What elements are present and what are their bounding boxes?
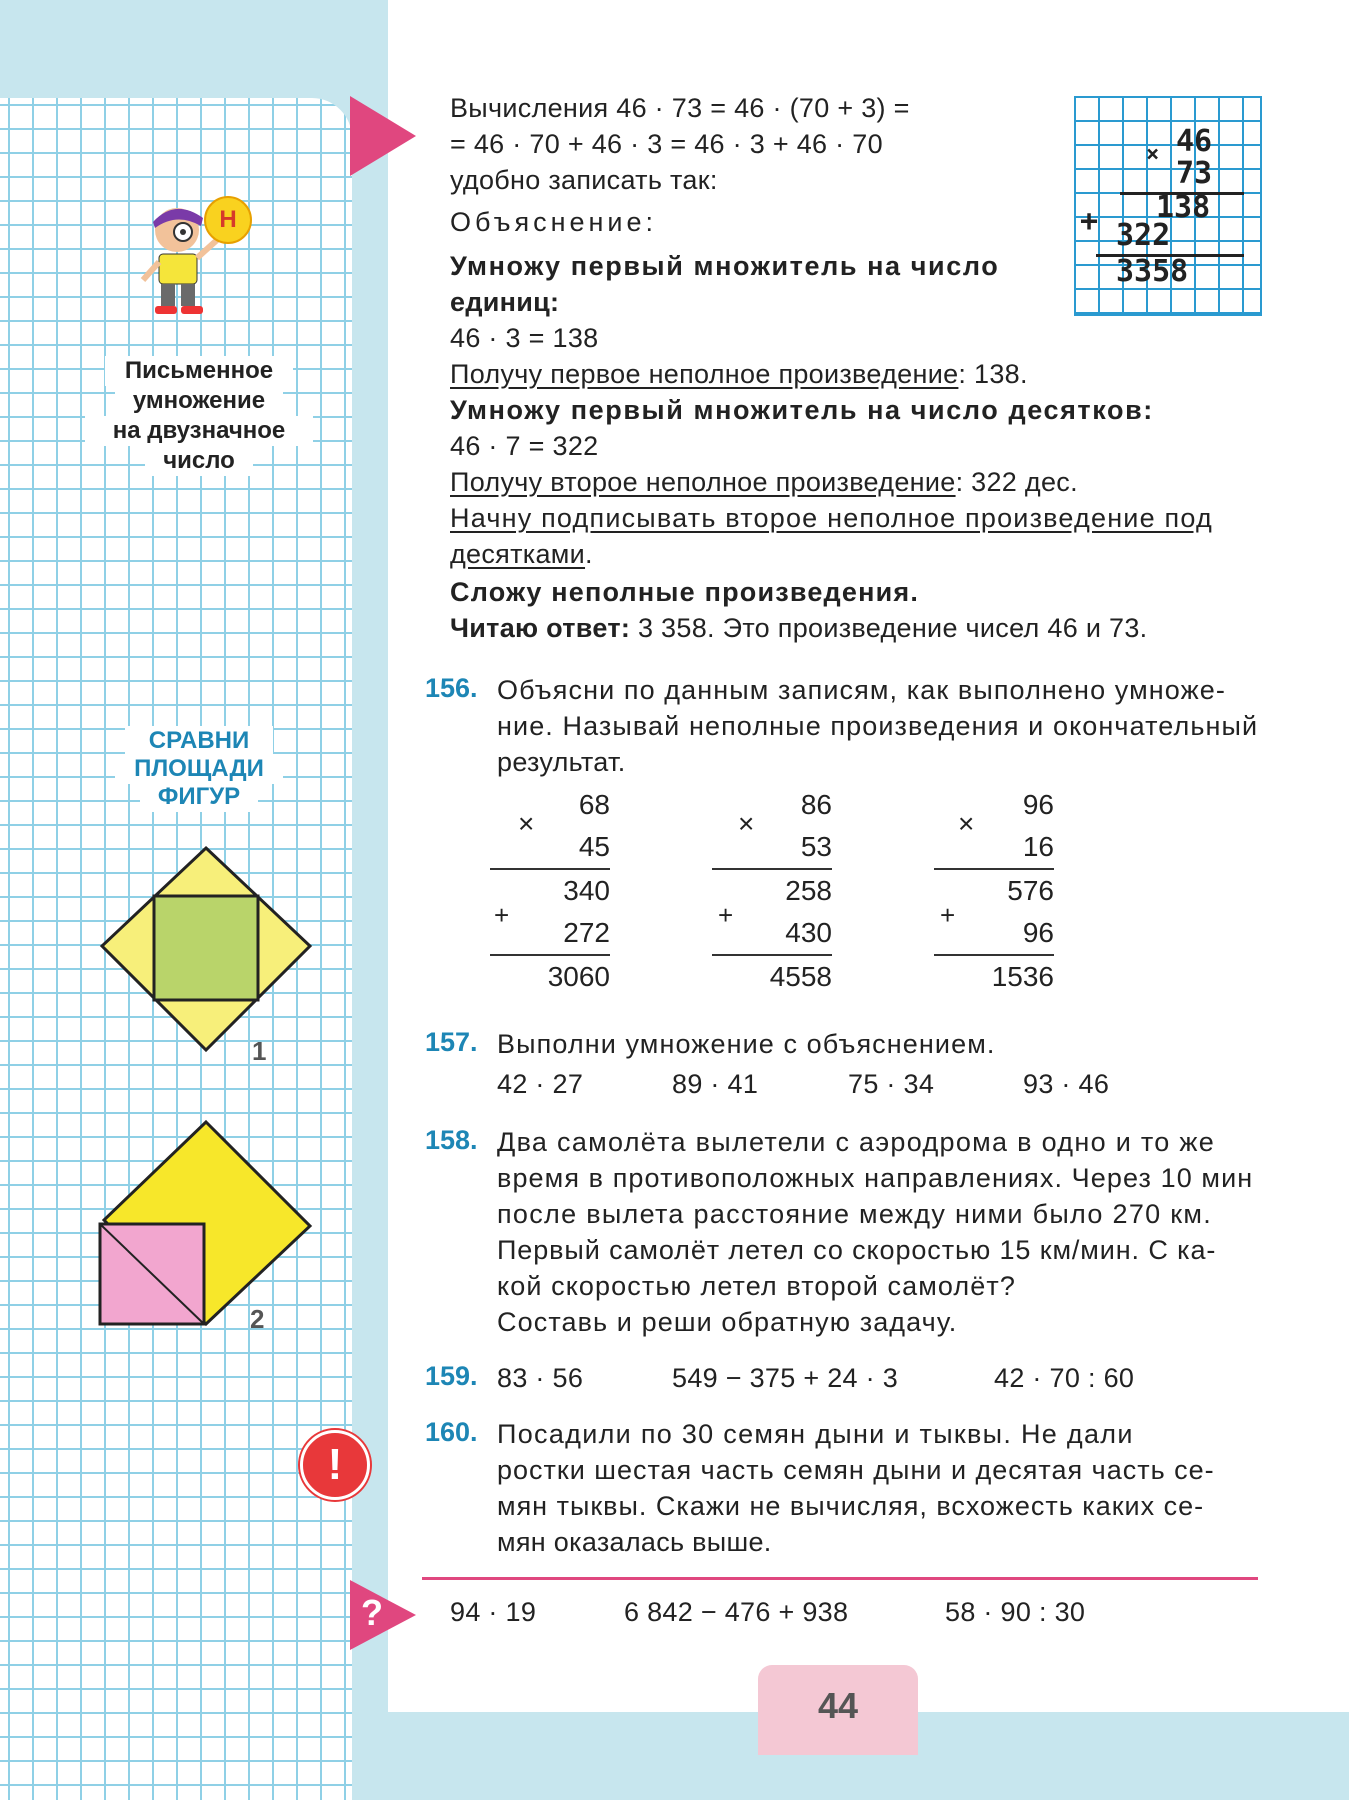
read-answer-rest: 3 358. Это произведение чисел 46 и 73. [630, 613, 1148, 643]
calc-2-b: 53 [800, 831, 832, 862]
exercise-158-line-2: время в противоположных направлениях. Через 10 мин [497, 1163, 1254, 1193]
calc-2-a: 86 [800, 789, 832, 820]
exercise-156-line-1: Объясни по данным записям, как выполнено умноже- [497, 675, 1226, 705]
exercise-158-line-1: Два самолёта вылетели с аэродрома в одно и то же [497, 1127, 1216, 1157]
exercise-157-item-3: 75 · 34 [848, 1069, 935, 1099]
calc-1-p1: 340 [490, 868, 610, 912]
partial-1-underlined: Получу первое неполное произведение [450, 359, 959, 389]
exercise-160-line-3: мян тыквы. Скажи не вычисляя, всхожесть каких се- [497, 1491, 1205, 1521]
exercise-156-line-3: результат. [497, 747, 626, 777]
review-item-1: 94 · 19 [450, 1597, 537, 1627]
exercise-157-item-1: 42 · 27 [497, 1069, 584, 1099]
calc-3-plus-sign: + [940, 900, 956, 930]
exercise-156-line-2: ние. Называй неполные произведения и окончательный [497, 711, 1259, 741]
compare-line-2: ПЛОЩАДИ [115, 754, 283, 784]
question-glyph: ? [361, 1592, 383, 1633]
calc-3-mul-sign: × [958, 808, 975, 839]
exercise-157-number: 157. [425, 1027, 478, 1057]
grid-row-3: 138 [1156, 190, 1211, 225]
calc-1-result: 3060 [490, 954, 610, 998]
partial-1 [450, 356, 1028, 392]
partial-2-underlined: Получу второе неполное произведение [450, 467, 956, 497]
badge-icon [204, 196, 252, 244]
grid-row-1: 46 [1176, 124, 1213, 159]
grid-plus-sign: + [1080, 204, 1099, 239]
grid-row-5: 3358 [1116, 254, 1189, 289]
calc-2-result: 4558 [712, 954, 832, 998]
topic-line-4: число [145, 446, 253, 476]
intro-line-3: удобно записать так: [450, 165, 718, 195]
read-answer-bold: Читаю ответ: [450, 613, 631, 643]
intro-line-1: Вычисления 46 · 73 = 46 · (70 + 3) = [450, 93, 910, 123]
exercise-158-line-5: кой скоростью летел второй самолёт? [497, 1271, 1016, 1301]
exercise-158-line-6: Составь и реши обратную задачу. [497, 1307, 958, 1337]
alert-glyph: ! [327, 1440, 343, 1489]
grid-row-4: 322 [1116, 218, 1171, 253]
topic-line-3: на двузначное [85, 416, 313, 446]
start-line-2 [450, 536, 593, 572]
review-divider [422, 1577, 1258, 1580]
review-item-3: 58 · 90 : 30 [945, 1597, 1086, 1627]
figure-1-label: 1 [252, 1036, 267, 1066]
calc-2-plus-sign: + [718, 900, 734, 930]
exercise-158-line-4: Первый самолёт летел со скоростью 15 км/мин. С ка- [497, 1235, 1217, 1265]
calc-column-3 [934, 784, 1054, 998]
partial-2 [450, 464, 1078, 500]
figure-1-diamond [96, 842, 316, 1062]
review-item-2: 6 842 − 476 + 938 [624, 1597, 849, 1627]
alert-icon [300, 1430, 370, 1500]
add-step: Сложу неполные произведения. [450, 577, 920, 607]
exercise-159-item-2: 549 − 375 + 24 · 3 [672, 1363, 899, 1393]
exercise-160-line-2: ростки шестая часть семян дыни и десятая часть се- [497, 1455, 1215, 1485]
calc-1-a: 68 [578, 789, 610, 820]
calc-1-mul-sign: × [518, 808, 535, 839]
exercise-159-item-1: 83 · 56 [497, 1363, 584, 1393]
exercise-159-item-3: 42 · 70 : 60 [994, 1363, 1135, 1393]
topic-line-2: умножение [115, 386, 283, 416]
exercise-158-line-3: после вылета расстояние между ними было 270 км. [497, 1199, 1213, 1229]
calc-column-2 [712, 784, 832, 998]
exercise-157-text: Выполни умножение с объяснением. [497, 1029, 996, 1059]
partial-2-rest: : 322 дес. [955, 467, 1078, 497]
calc-2: 46 · 7 = 322 [450, 431, 599, 461]
calc-2-mul-sign: × [738, 808, 755, 839]
grid-mul-sign: × [1146, 142, 1160, 167]
calc-2-p2: 430 [785, 917, 832, 948]
topic-line-1: Письменное [105, 356, 293, 386]
exercise-157-item-4: 93 · 46 [1023, 1069, 1110, 1099]
exercise-158-number: 158. [425, 1125, 478, 1155]
start-line-2-dot: . [585, 539, 593, 569]
calc-3-p1: 576 [934, 868, 1054, 912]
calc-1-p2: 272 [563, 917, 610, 948]
badge-letter: Н [219, 206, 237, 233]
exercise-156-number: 156. [425, 673, 478, 703]
calc-2-p1: 258 [712, 868, 832, 912]
exercise-160-number: 160. [425, 1417, 478, 1447]
calc-1-plus-sign: + [494, 900, 510, 930]
exercise-160-line-1: Посадили по 30 семян дыни и тыквы. Не дали [497, 1419, 1134, 1449]
compare-line-3: ФИГУР [140, 782, 258, 812]
step-2: Умножу первый множитель на число десятков: [450, 395, 1154, 425]
calc-3-b: 16 [1022, 831, 1054, 862]
calc-3-a: 96 [1022, 789, 1054, 820]
figure-2-shape [96, 1118, 316, 1338]
start-line-1: Начну подписывать второе неполное произведение под [450, 503, 1213, 533]
step-1a: Умножу первый множитель на число [450, 251, 1000, 281]
compare-line-1: СРАВНИ [125, 726, 273, 756]
step-1b: единиц: [450, 287, 560, 317]
calc-1: 46 · 3 = 138 [450, 323, 599, 353]
exercise-157-item-2: 89 · 41 [672, 1069, 759, 1099]
calc-1-b: 45 [578, 831, 610, 862]
exercise-160-line-4: мян оказалась выше. [497, 1527, 772, 1557]
calc-column-1 [490, 784, 610, 998]
figure-2-label: 2 [250, 1304, 265, 1334]
start-line-2-underlined: десятками [450, 539, 586, 569]
intro-line-2: = 46 · 70 + 46 · 3 = 46 · 3 + 46 · 70 [450, 129, 883, 159]
grid-row-2: 73 [1176, 156, 1213, 191]
explain-heading: Объяснение: [450, 207, 658, 237]
exercise-159-number: 159. [425, 1361, 478, 1391]
read-answer [450, 610, 1147, 646]
page-number: 44 [817, 1685, 859, 1726]
calc-3-result: 1536 [934, 954, 1054, 998]
pointer-triangle-icon [350, 96, 420, 176]
calc-3-p2: 96 [1022, 917, 1054, 948]
partial-1-rest: : 138. [958, 359, 1028, 389]
